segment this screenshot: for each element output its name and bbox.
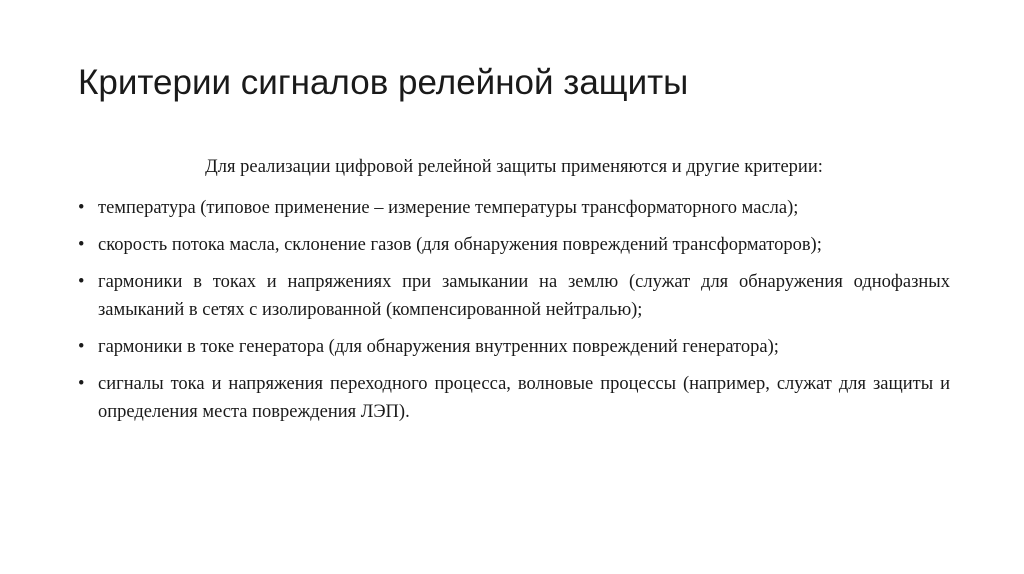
list-item [78, 370, 950, 426]
list-item-text: скорость потока масла, склонение газов (для обнаружения повреждений трансформаторов); [98, 235, 822, 255]
slide-title: Критерии сигналов релейной защиты [78, 63, 689, 102]
list-item [78, 194, 950, 222]
list-item-text: температура (типовое применение – измерение температуры трансформаторного масла); [98, 198, 799, 218]
list-item [78, 231, 950, 259]
list-item-text: сигналы тока и напряжения переходного процесса, волновые процессы (например, служат для защиты и определения места повреждения ЛЭП). [98, 374, 950, 422]
list-item-text: гармоники в токах и напряжениях при замыкании на землю (служат для обнаружения однофазных замыканий в сетях с изолированной (компенсированной нейтралью); [98, 272, 950, 320]
bullet-icon: • [78, 272, 85, 292]
bullet-icon: • [78, 337, 85, 357]
intro-text: Для реализации цифровой релейной защиты применяются и другие критерии: [205, 157, 823, 177]
bullet-icon: • [78, 235, 85, 255]
bullet-icon: • [78, 374, 85, 394]
list-item-text: гармоники в токе генератора (для обнаружения внутренних повреждений генератора); [98, 337, 779, 357]
criteria-list [78, 194, 950, 426]
bullet-icon: • [78, 198, 85, 218]
list-item [78, 268, 950, 324]
list-item [78, 333, 950, 361]
slide-content [78, 155, 950, 435]
